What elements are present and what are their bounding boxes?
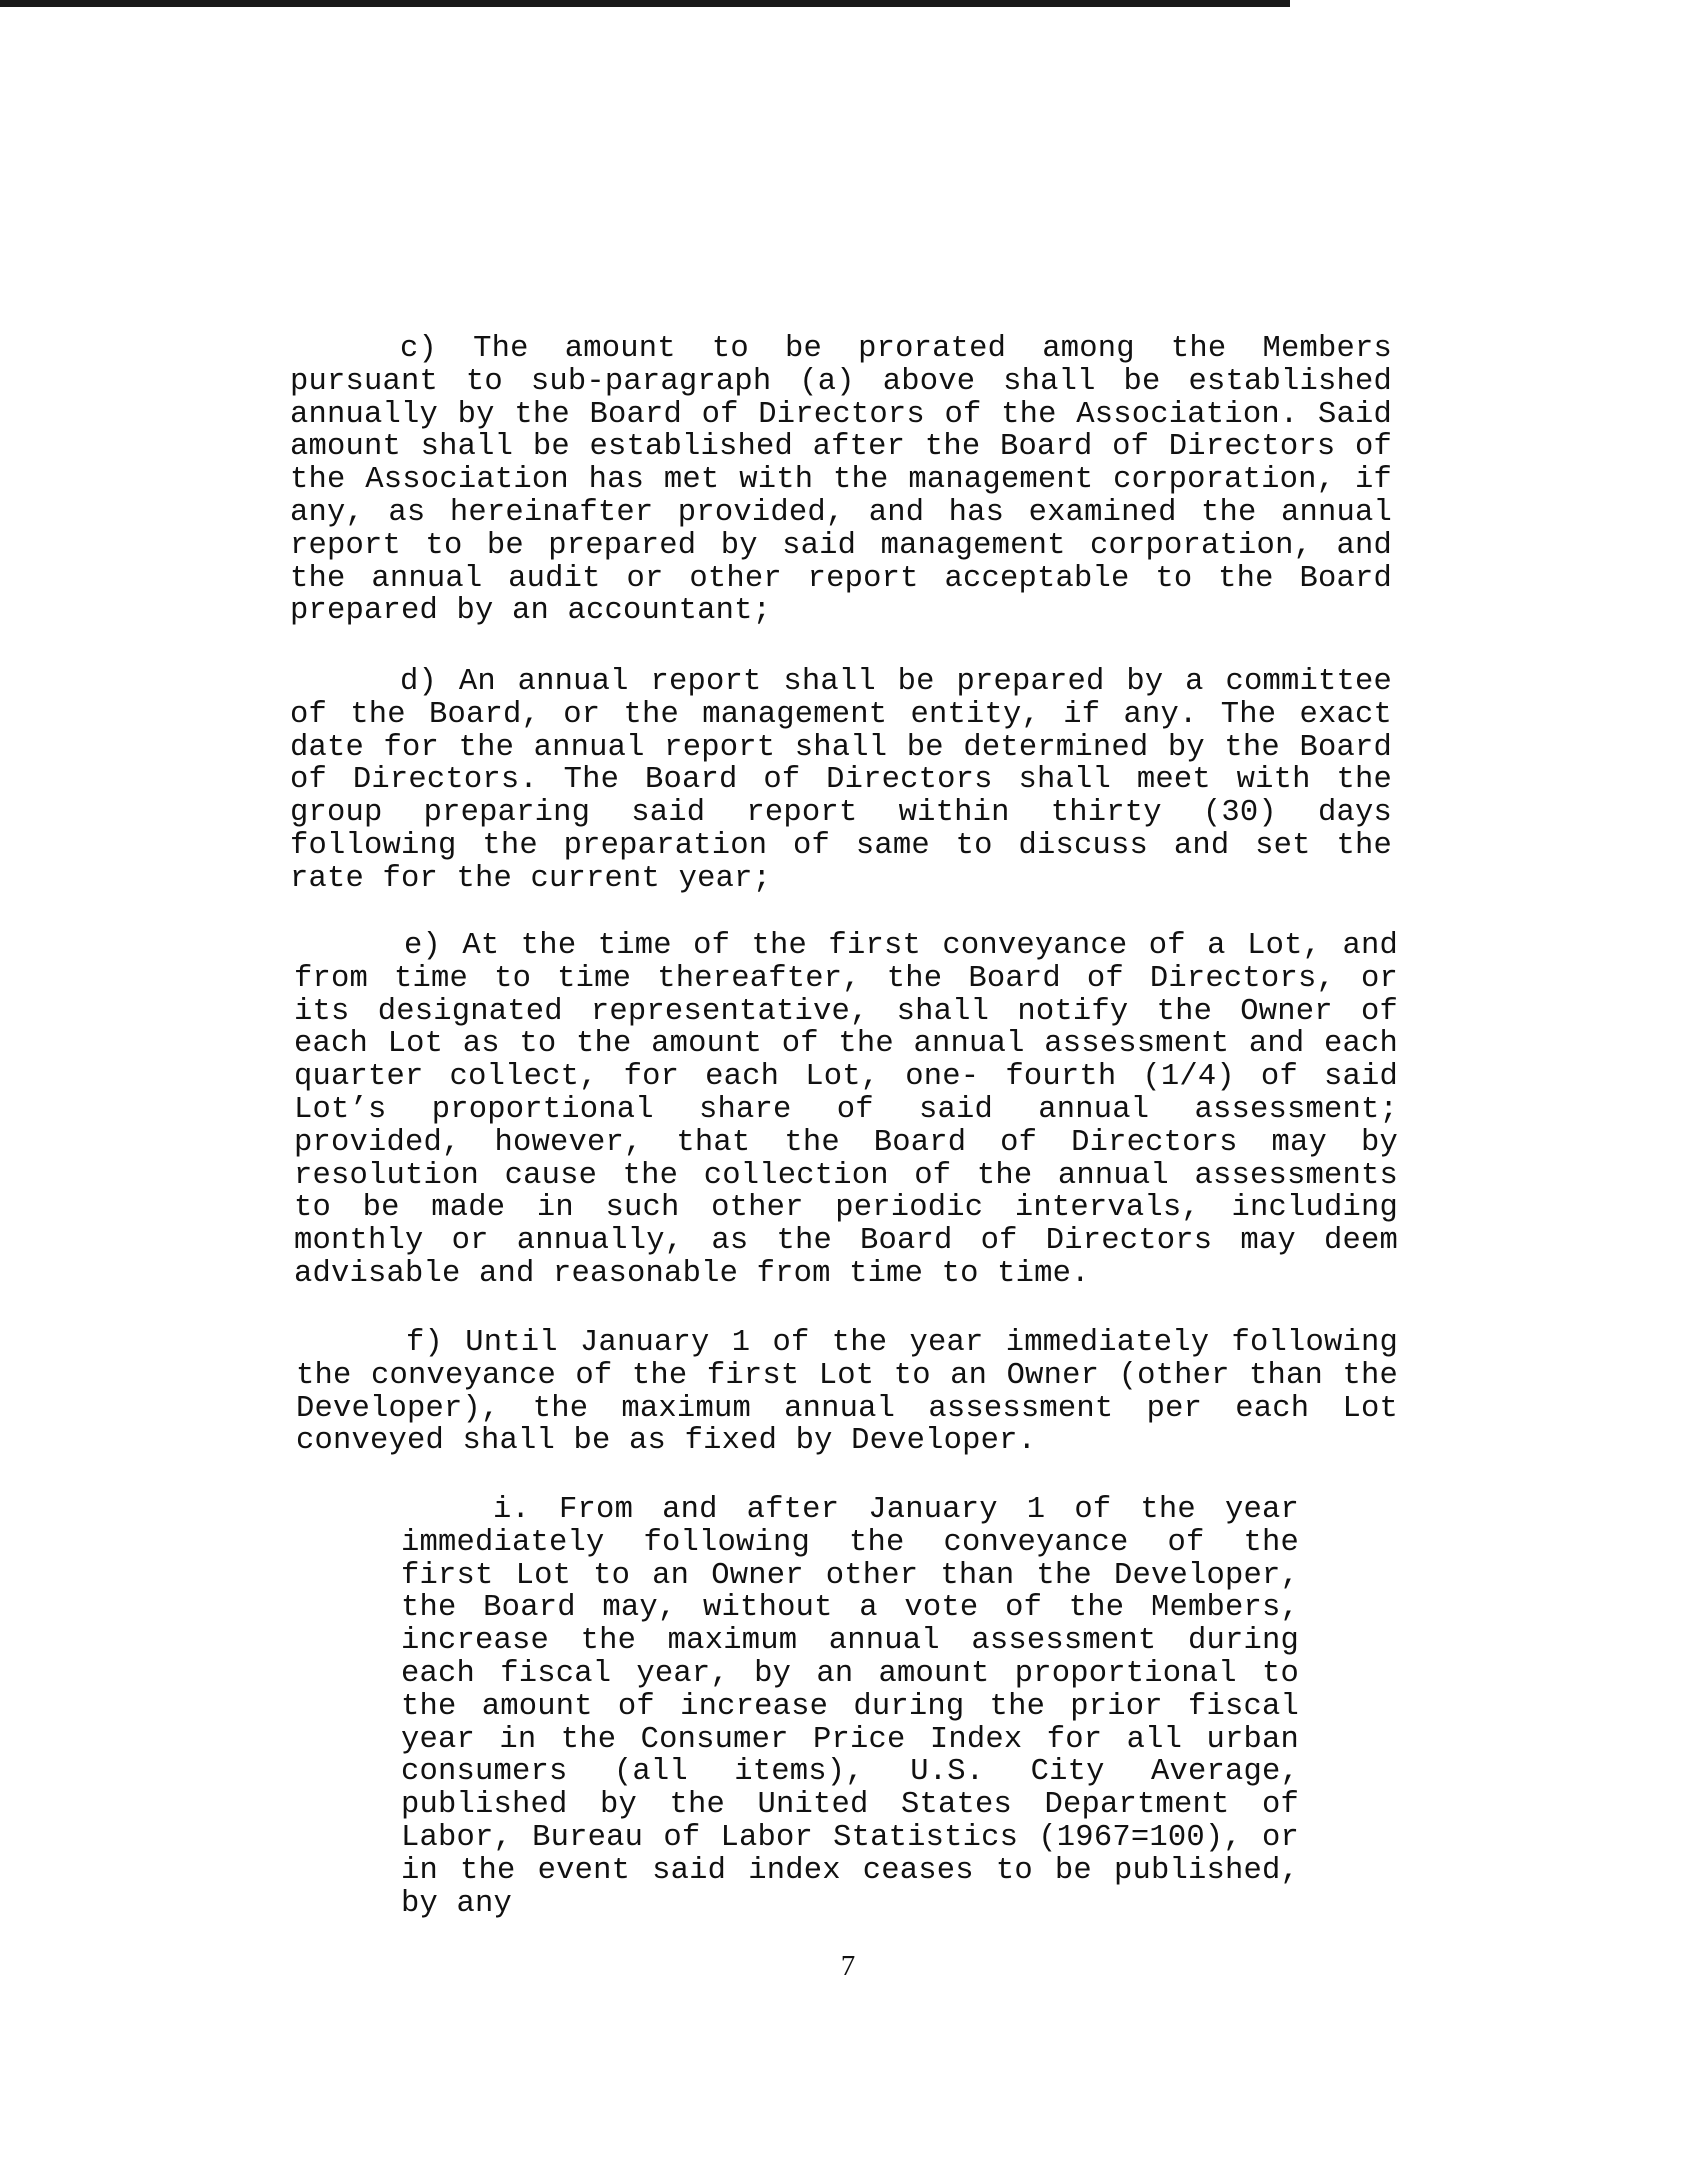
- page-number: 7: [840, 1950, 856, 1982]
- paragraph-c: c) The amount to be prorated among the Members pursuant to sub-paragraph (a) above shall be established annually by the Board of Directors of the Association. Said amount shall be established after the Board of Directors of the Association has met with the management corporation, if any, as hereinafter provided, and has examined the annual report to be prepared by said management corporation, and the annual audit or other report acceptable to the Board prepared by an accountant;: [290, 332, 1392, 629]
- paragraph-f: f) Until January 1 of the year immediately following the conveyance of the first Lot to an Owner (other than the Developer), the maximum annual assessment per each Lot conveyed shall be as fixed by Developer.: [296, 1326, 1398, 1459]
- subparagraph-f-i: i. From and after January 1 of the year immediately following the conveyance of the first Lot to an Owner other than the Developer, the Board may, without a vote of the Members, increase the maximum annual assessment during each fiscal year, by an amount proportional to the amount of increase during the prior fiscal year in the Consumer Price Index for all urban consumers (all items), U.S. City Average, published by the United States Department of Labor, Bureau of Labor Statistics (1967=100), or in the event said index ceases to be published, by any: [401, 1493, 1299, 1921]
- paragraph-e: e) At the time of the first conveyance of a Lot, and from time to time thereafter, the Board of Directors, or its designated representative, shall notify the Owner of each Lot as to the amount of the annual assessment and each quarter collect, for each Lot, one- fourth (1/4) of said Lot’s proportional share of said annual assessment; provided, however, that the Board of Directors may by resolution cause the collection of the annual assessments to be made in such other periodic intervals, including monthly or annually, as the Board of Directors may deem advisable and reasonable from time to time.: [294, 929, 1398, 1291]
- paragraph-d: d) An annual report shall be prepared by a committee of the Board, or the management entity, if any. The exact date for the annual report shall be determined by the Board of Directors. The Board of Directors shall meet with the group preparing said report within thirty (30) days following the preparation of same to discuss and set the rate for the current year;: [290, 665, 1392, 896]
